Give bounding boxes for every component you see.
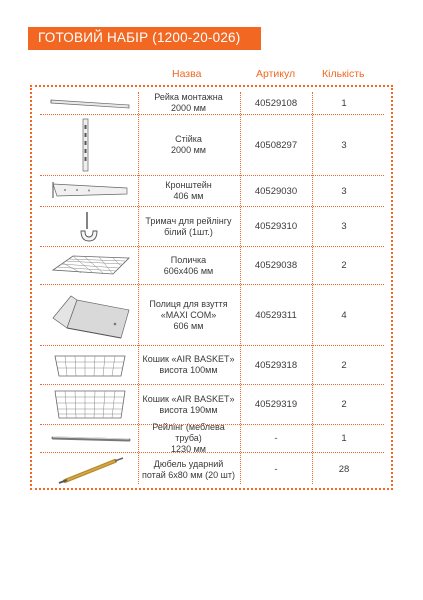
item-name: Кронштейн 406 мм [165,180,212,201]
table-row [138,346,239,384]
table-row [138,285,239,345]
item-article: - [274,464,278,475]
item-article: 40529318 [254,359,298,371]
item-name: Поличка 606х406 мм [163,254,214,276]
page-title: ГОТОВИЙ НАБІР (1200-20-026) [38,30,241,45]
basket-190-icon [43,387,135,422]
item-article: 40508297 [254,139,298,151]
item-qty: 2 [341,399,347,410]
column-header-article: Артикул [256,68,296,80]
item-qty: 3 [341,221,347,232]
item-article: 40529319 [254,399,298,410]
table-row [138,422,239,454]
upright-icon [43,117,135,173]
item-qty: 28 [338,464,350,475]
item-name: Тримач для рейлінгу білий (1шт.) [145,215,232,237]
item-qty: 1 [341,433,347,444]
wire-shelf-icon [43,250,135,281]
item-name: Дюбель ударний потай 6х80 мм (20 шт) [142,458,235,480]
bracket-icon [43,178,135,204]
item-qty: 2 [341,260,347,271]
table-row [138,385,239,424]
item-qty: 4 [341,309,347,321]
item-article: 40529030 [254,185,298,197]
item-article: 40529311 [255,309,297,321]
dowel-icon [43,455,135,485]
item-name: Кошик «AIR BASKET» висота 190мм [142,393,235,415]
basket-100-icon [43,348,135,382]
table-row [138,207,239,246]
table-row [138,247,239,284]
table-row [138,115,239,175]
column-header-name: Назва [172,68,202,80]
table-row [138,176,239,206]
item-qty: 2 [341,359,347,371]
item-name: Стійка 2000 мм [171,134,206,155]
item-article: - [274,433,278,444]
rail-icon [43,94,135,112]
table-row [138,453,239,486]
item-qty: 1 [341,97,347,109]
item-name: Рейка монтажна 2000 мм [154,92,223,113]
item-article: 40529108 [254,97,298,109]
item-article: 40529310 [254,221,298,232]
column-header-qty: Кількість [322,68,365,80]
item-name: Кошик «AIR BASKET» висота 100мм [142,354,235,375]
rail-holder-icon [43,209,135,244]
shoe-shelf-icon [43,288,135,343]
item-name: Рейлінг (меблева труба) 1230 мм [152,422,225,454]
item-name: Полиця для взуття «MAXI COM» 606 мм [149,298,228,331]
item-article: 40529038 [254,260,298,271]
item-qty: 3 [341,185,347,197]
table-row [138,92,239,114]
hanging-rail-icon [43,429,135,449]
item-qty: 3 [341,139,347,151]
